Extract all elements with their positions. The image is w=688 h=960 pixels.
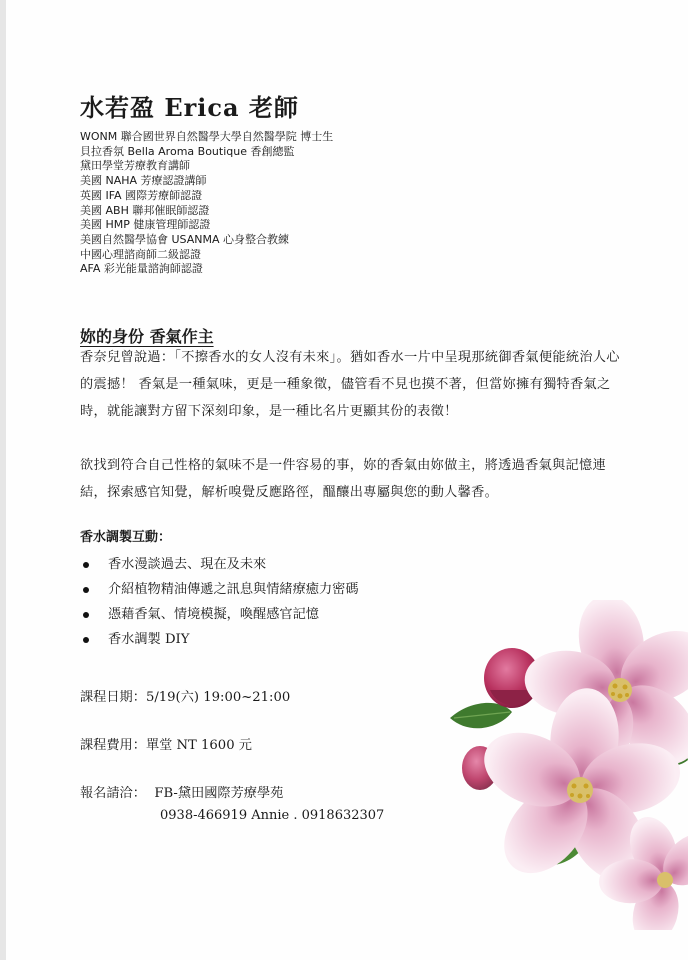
apple-blossom-illustration — [440, 600, 688, 930]
list-item — [80, 627, 359, 652]
list-item-text: 香水漫談過去、現在及未來 — [108, 557, 267, 572]
instructor-title: 水若盈 Erica 老師 — [80, 93, 299, 122]
list-item-text: 介紹植物精油傳遞之訊息與情緒療癒力密碼 — [108, 582, 359, 597]
registration-label: 報名請洽： — [80, 786, 146, 801]
interaction-list — [80, 552, 359, 652]
contact-phones: 0938-466919 Annie . 0918632307 — [160, 808, 385, 823]
credential-item: 黛田學堂芳療教育講師 — [80, 159, 190, 173]
credential-item: AFA 彩光能量諮詢師認證 — [80, 262, 203, 276]
description-paragraph: 欲找到符合自己性格的氣味不是一件容易的事，妳的香氣由妳做主，將透過香氣與記憶連結，探索感官知覺，解析嗅覺反應路徑，醞釀出專屬與您的動人馨香。 — [80, 458, 607, 500]
course-date-value: 5/19(六) 19:00~21:00 — [145, 690, 291, 705]
course-fee-label: 課程費用： — [80, 738, 146, 753]
course-date-label: 課程日期： — [80, 690, 146, 705]
credential-item: WONM 聯合國世界自然醫學大學自然醫學院 博士生 — [80, 130, 334, 143]
bullet-icon — [83, 587, 89, 593]
list-item — [80, 577, 359, 602]
credential-item: 美國 ABH 聯邦催眠師認證 — [80, 203, 210, 217]
course-fee — [80, 734, 252, 753]
credentials-list — [80, 130, 333, 277]
credential-item: 美國 HMP 健康管理師認證 — [80, 218, 211, 232]
page-edge — [0, 0, 6, 960]
section-title: 妳的身份 香氣作主 — [80, 327, 214, 346]
credential-item: 中國心理諮商師二級認證 — [80, 247, 201, 261]
bullet-icon — [83, 562, 89, 568]
list-item — [80, 602, 359, 627]
credential-item: 美國 NAHA 芳療認證講師 — [80, 174, 207, 188]
list-item — [80, 552, 359, 577]
intro-paragraph: 香奈兒曾說過：「不擦香水的女人沒有未來」。猶如香水一片中呈現那統御香氣便能統治人心的震撼！ 香氣是一種氣味，更是一種象徵，儘管看不見也摸不著，但當妳擁有獨特香氣之時，就能讓對方留下深刻印象，是一種比名片更顯其份的表徵！ — [80, 350, 620, 419]
interaction-title: 香水調製互動： — [80, 530, 172, 545]
registration — [80, 782, 283, 801]
credential-item: 英國 IFA 國際芳療師認證 — [80, 188, 203, 202]
bullet-icon — [83, 637, 89, 643]
bullet-icon — [83, 612, 89, 618]
registration-value: FB-黛田國際芳療學苑 — [154, 786, 284, 801]
list-item-text: 憑藉香氣、情境模擬，喚醒感官記憶 — [108, 607, 319, 622]
list-item-text: 香水調製 DIY — [108, 632, 190, 647]
credential-item: 美國自然醫學協會 USANMA 心身整合教練 — [80, 232, 289, 246]
course-fee-value: 單堂 NT 1600 元 — [145, 738, 252, 753]
credential-item: 貝拉香氛 Bella Aroma Boutique 香創總監 — [80, 144, 295, 158]
course-date — [80, 686, 290, 705]
